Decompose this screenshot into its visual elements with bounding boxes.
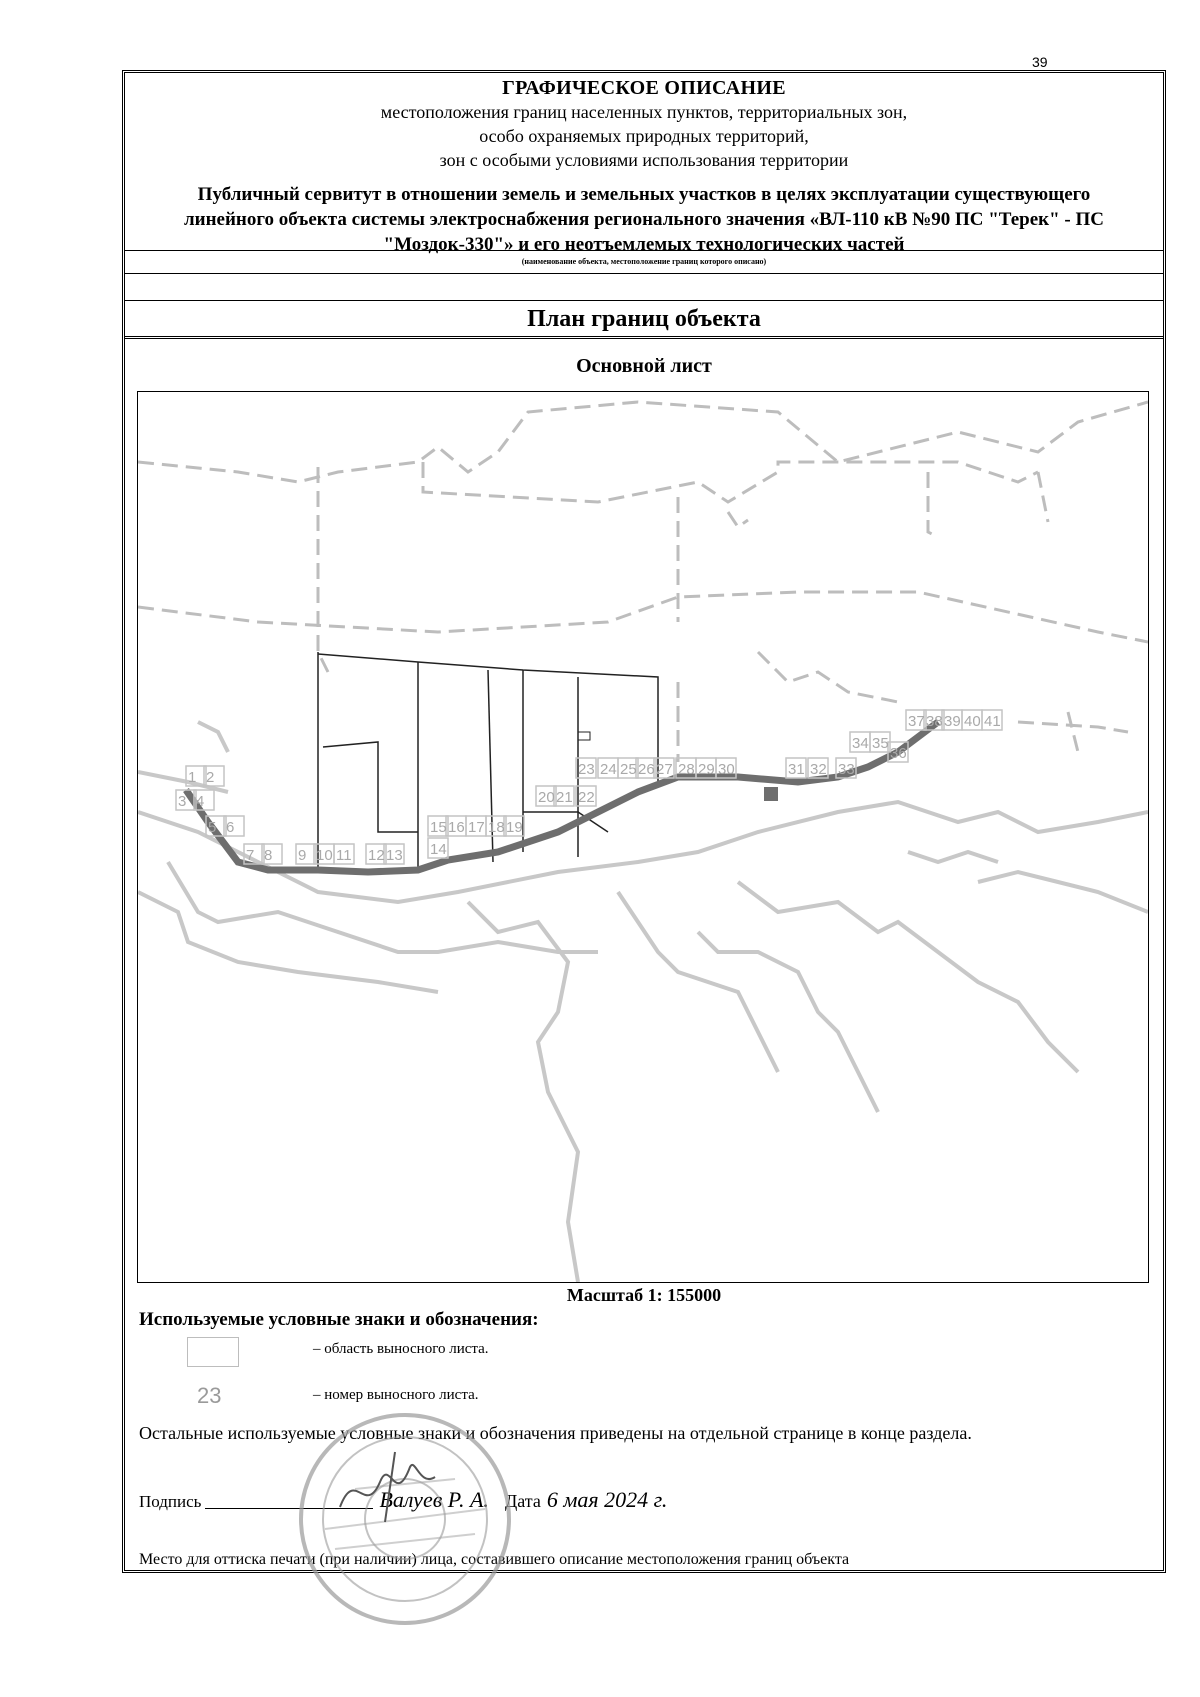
sheet-number-20: 20 [538, 789, 555, 806]
object-caption: (наименование объекта, местоположение границ которого описано) [521, 257, 767, 266]
sheet-number-24: 24 [600, 761, 617, 778]
title-line-3: зон с особыми условиями использования территории [439, 150, 849, 170]
sheet-number-8: 8 [264, 847, 273, 864]
sheet-number-14: 14 [430, 841, 447, 858]
date-label: Дата [504, 1491, 541, 1511]
sheet-number-33: 33 [838, 761, 855, 778]
sheet-number-34: 34 [852, 735, 869, 752]
sheet-number-22: 22 [578, 789, 595, 806]
signer-name: Валуев Р. А. [379, 1487, 489, 1512]
sheet-number-40: 40 [964, 713, 981, 730]
sheet-number-38: 38 [926, 713, 943, 730]
document-title: ГРАФИЧЕСКОЕ ОПИСАНИЕ [502, 77, 786, 99]
sheet-number-32: 32 [810, 761, 827, 778]
legend-sheet-number-sample: 23 [197, 1383, 222, 1408]
sheet-number-23: 23 [578, 761, 595, 778]
seal-note: Место для оттиска печати (при наличии) лица, составившего описание местоположения границ объекта [139, 1551, 850, 1568]
handwritten-signature [335, 1447, 445, 1527]
sheet-number-19: 19 [506, 819, 523, 836]
boundary-lines [138, 402, 1148, 762]
date-value: 6 мая 2024 г. [546, 1487, 668, 1512]
legend-sheet-number-text: – номер выносного листа. [313, 1387, 479, 1403]
sheet-number-21: 21 [556, 789, 573, 806]
header-separator-2 [125, 273, 1163, 274]
sheet-number-16: 16 [448, 819, 465, 836]
page-number: 39 [1032, 54, 1048, 70]
sheet-number-26: 26 [638, 761, 655, 778]
sheet-number-29: 29 [698, 761, 715, 778]
header-separator [125, 250, 1163, 251]
sheet-number-7: 7 [246, 847, 255, 864]
sheet-number-30: 30 [718, 761, 735, 778]
title-line-2: особо охраняемых природных территорий, [479, 126, 809, 146]
sheet-number-3: 3 [178, 793, 187, 810]
sheet-labels [178, 713, 1001, 864]
sheet-number-11: 11 [336, 847, 352, 864]
sheet-number-31: 31 [788, 761, 805, 778]
sheet-number-1: 1 [188, 769, 197, 786]
sheet-number-25: 25 [620, 761, 637, 778]
sheet-number-28: 28 [678, 761, 695, 778]
document-frame [122, 70, 1166, 1573]
sheet-number-2: 2 [206, 769, 215, 786]
sheet-number-17: 17 [468, 819, 485, 836]
sheet-number-9: 9 [298, 847, 307, 864]
sheet-frames [176, 710, 1002, 864]
sheet-number-35: 35 [872, 735, 889, 752]
sheet-number-5: 5 [208, 819, 217, 836]
map-area [137, 391, 1149, 1283]
map-drawing [138, 392, 1148, 1282]
sheet-number-37: 37 [908, 713, 925, 730]
signature-label: Подпись [139, 1492, 202, 1511]
sheet-number-13: 13 [386, 847, 403, 864]
object-name: Публичный сервитут в отношении земель и земельных участков в целях эксплуатации существующего линейного объекта системы электроснабжения регионального значения «ВЛ-110 кВ №90 ПС "Терек" - ПС "Моздок-330"» и его неотъемлемых технологических частей [183, 184, 1104, 255]
sheet-number-12: 12 [368, 847, 385, 864]
legend-sheet-area-swatch [187, 1337, 239, 1367]
header [125, 73, 1163, 301]
sheet-number-41: 41 [984, 713, 1001, 730]
sheet-title: Основной лист [576, 355, 712, 377]
sheet-number-36: 36 [890, 745, 907, 762]
sheet-number-4: 4 [196, 793, 205, 810]
sheet-number-10: 10 [316, 847, 333, 864]
small-plot [578, 732, 590, 740]
sheet-number-6: 6 [226, 819, 235, 836]
legend-sheet-area-text: – область выносного листа. [313, 1341, 489, 1357]
sheet-number-27: 27 [656, 761, 673, 778]
river-lines [138, 722, 1148, 1282]
other-symbols-note: Остальные используемые условные знаки и обозначения приведены на отдельной странице в конце раздела. [139, 1423, 972, 1443]
sheet-number-15: 15 [430, 819, 447, 836]
map-scale: Масштаб 1: 155000 [566, 1285, 722, 1305]
legend-title: Используемые условные знаки и обозначения: [139, 1309, 539, 1330]
sheet-number-18: 18 [488, 819, 505, 836]
sheet-number-39: 39 [944, 713, 961, 730]
plan-title: План границ объекта [125, 301, 1163, 339]
title-line-1: местоположения границ населенных пунктов, территориальных зон, [380, 102, 908, 122]
substation-mark [764, 787, 778, 801]
